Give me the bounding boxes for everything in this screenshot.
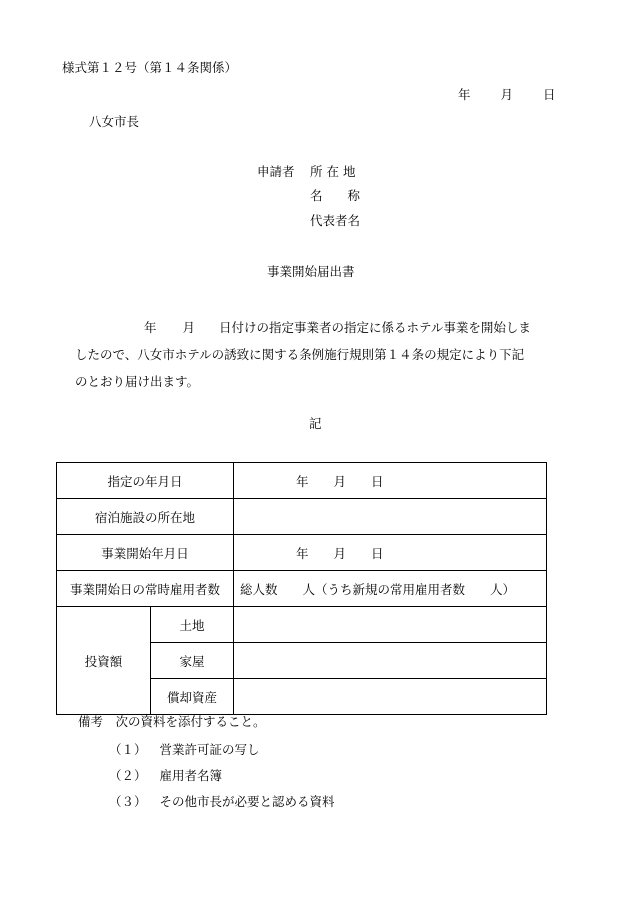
designation-date-label: 指定の年月日 [57,463,234,499]
date-day: 日 [543,87,556,102]
applicant-label: 申請者 [257,164,295,179]
note-item [109,744,260,757]
date-line [458,89,556,102]
ki-heading: 記 [309,416,322,431]
body-month: 月 [182,320,196,335]
note-item [109,770,222,783]
facility-location-label: 宿泊施設の所在地 [57,499,234,535]
body-line-1 [60,314,560,341]
employee-count-value: 総人数 人（うち新規の常用雇用者数 人） [234,571,547,607]
document-title: 事業開始届出書 [267,264,355,279]
table-row [57,571,547,607]
note-item [109,796,335,809]
table-row [57,607,547,643]
table-row [57,463,547,499]
investment-depreciable-label: 償却資産 [151,679,234,715]
note-item-number: （１） [109,742,147,757]
addressee: 八女市長 [89,114,140,129]
facility-location-value [234,499,547,535]
body-year: 年 [144,320,157,335]
investment-house-value [234,643,547,679]
date-month: 月 [500,87,514,102]
date-year: 年 [458,87,471,102]
applicant-address-label: 所 在 地 [310,164,356,179]
table-row [57,499,547,535]
body-line-1-rest: 日付けの指定事業者の指定に係るホテル事業を開始しま [219,320,531,335]
start-date-label: 事業開始年月日 [57,535,234,571]
body-line-2: したので、八女市ホテルの誘致に関する条例施行規則第１４条の規定により下記 [75,347,525,362]
table-row [57,535,547,571]
start-date-value [234,535,547,571]
start-date-text: 年 月 日 [296,545,384,561]
note-item-number: （３） [109,794,147,809]
investment-land-label: 土地 [151,607,234,643]
designation-date-value [234,463,547,499]
employee-count-label: 事業開始日の常時雇用者数 [57,571,234,607]
investment-depreciable-value [234,679,547,715]
body-line-3: のとおり届け出ます。 [75,374,200,389]
note-item-text: 営業許可証の写し [159,742,260,757]
applicant-name-label: 名 称 [310,188,361,203]
body-paragraph [60,314,560,395]
form-number: 様式第１２号（第１４条関係） [62,60,238,75]
applicant-representative-label: 代表者名 [310,213,361,228]
investment-house-label: 家屋 [151,643,234,679]
details-table [56,462,547,715]
note-item-number: （２） [109,768,147,783]
designation-date-text: 年 月 日 [296,473,384,489]
note-item-text: 雇用者名簿 [159,768,223,783]
notes-label: 備考 次の資料を添付すること。 [78,714,266,729]
note-item-text: その他市長が必要と認める資料 [159,794,335,809]
investment-land-value [234,607,547,643]
investment-label: 投資額 [57,607,151,715]
